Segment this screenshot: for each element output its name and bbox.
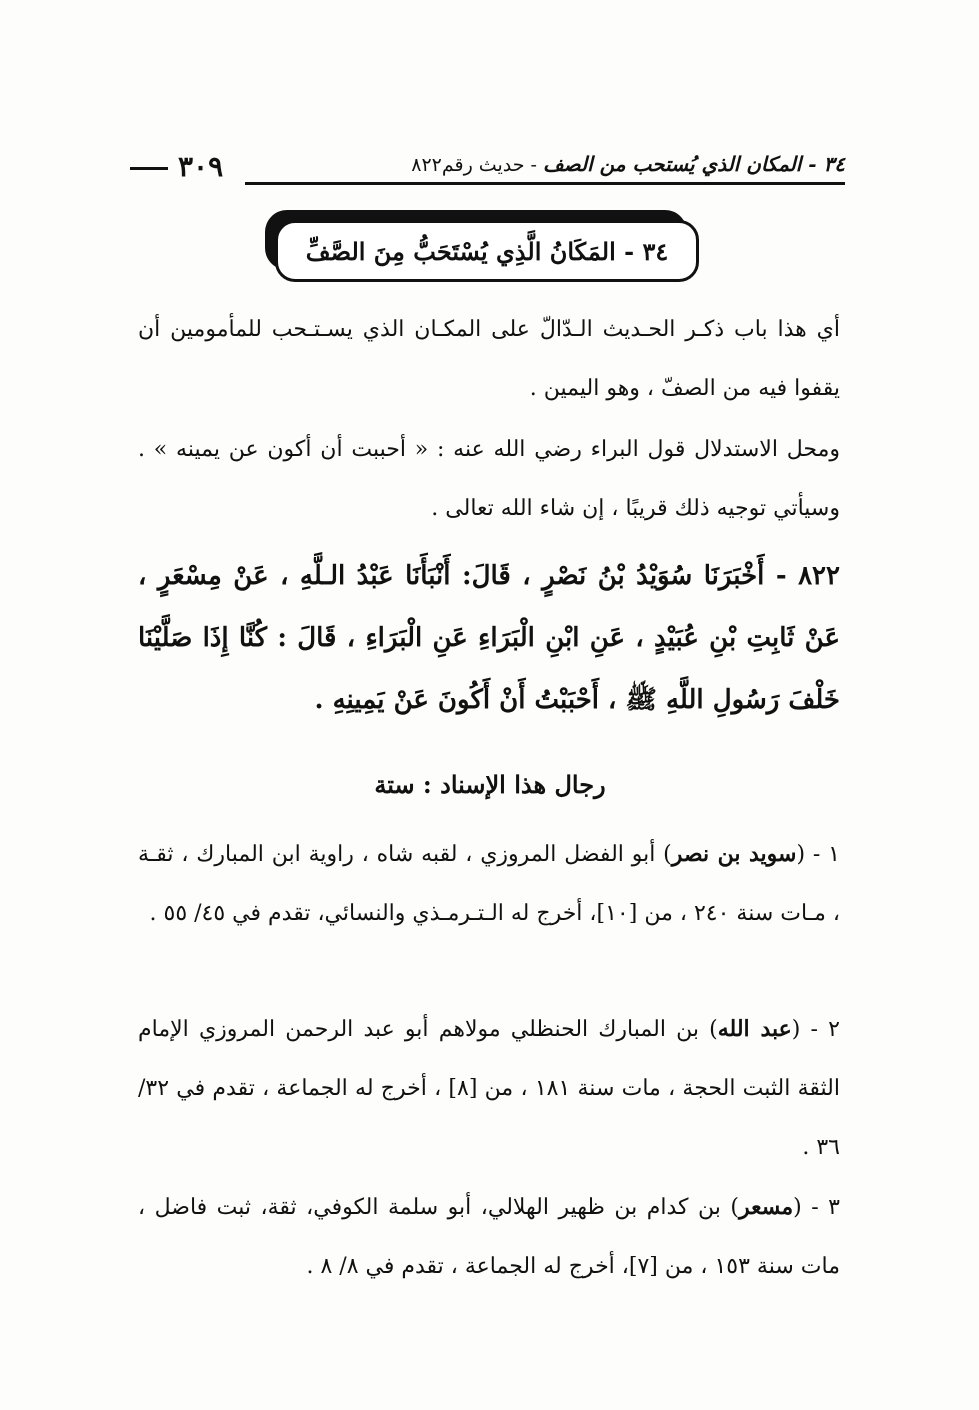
hadith-number: ٨٢٢ bbox=[798, 561, 840, 591]
header-rule bbox=[245, 182, 845, 185]
chapter-title-box bbox=[265, 210, 697, 280]
intro-paragraph-2: ومحل الاستدلال قول البراء رضي الله عنه : « أحببت أن أكون عن يمينه » . وسيأتي توجيه ذلك قريبًا ، إن شاء الله تعالى . bbox=[138, 437, 840, 521]
chapter-title: ٣٤ - المَكَانُ الَّذِي يُسْتَحَبُّ مِنَ الصَّفِّ bbox=[275, 220, 699, 282]
intro-paragraph-1: أي هذا باب ذكـر الحـديث الـدّالّ على المكـان الذي يسـتـحب للمأمومين أن يقفوا فيه من الصفّ ، وهو اليمين . bbox=[138, 317, 840, 401]
narrator-name: عبد الله bbox=[717, 1016, 792, 1042]
running-header-hadith-ref: حديث رقم٨٢٢ bbox=[411, 154, 525, 176]
hadith-text: ٨٢٢ - أَخْبَرَنَا سُوَيْدُ بْنُ نَصْرٍ ، قَالَ: أَنْبَأَنَا عَبْدُ الـلَّهِ ، عَنْ مِسْعَرٍ ، عَنْ ثَابِتِ بْنِ عُبَيْدٍ ، عَنِ ابْنِ الْبَرَاءِ عَنِ الْبَرَاءِ ، قَالَ : كُنَّا إِذَا صَلَّيْنَا خَلْفَ رَسُولِ اللَّهِ ﷺ ، أَحْبَبْتُ أَنْ أَكُونَ عَنْ يَمِينِهِ . bbox=[138, 561, 840, 715]
narrator-name: سويد بن نصر bbox=[671, 841, 797, 867]
narrator-2: ٢ - (عبد الله) بن المبارك الحنظلي مولاهم أبو عبد الرحمن المروزي الإمام الثقة الثبت الحجة ، مات سنة ١٨١ ، من [٨] ، أخرج له الجماعة ، تقدم في ٣٢/ ٣٦ . bbox=[138, 1016, 840, 1160]
running-header-chapter: ٣٤ - المكان الذي يُستحب من الصف bbox=[542, 152, 845, 176]
running-header bbox=[130, 148, 845, 188]
page-number: ٣٠٩ bbox=[130, 150, 240, 183]
narrator-3: ٣ - (مسعر) بن كدام بن ظهير الهلالي، أبو سلمة الكوفي، ثقة، ثبت فاضل ، مات سنة ١٥٣ ، من [٧]، أخرج له الجماعة ، تقدم في ٨/ ٨ . bbox=[138, 1194, 840, 1279]
narrator-1: ١ - (سويد بن نصر) أبو الفضل المروزي ، لقبه شاه ، راوية ابن المبارك ، ثقـة ، مـات سنة ٢٤٠ ، من [١٠]، أخرج له الـتـرمـذي والنسائي، تقدم في ٤٥/ ٥٥ . bbox=[138, 841, 840, 926]
section-heading: رجال هذا الإسناد : ستة bbox=[374, 770, 606, 799]
narrator-name: مسعر bbox=[738, 1194, 794, 1220]
running-header-text: ٣٤ - المكان الذي يُستحب من الصف - حديث رقم٨٢٢ bbox=[411, 152, 845, 176]
hadith-body: أَخْبَرَنَا سُوَيْدُ بْنُ نَصْرٍ ، قَالَ: أَنْبَأَنَا عَبْدُ الـلَّهِ ، عَنْ مِسْعَرٍ ، عَنْ ثَابِتِ بْنِ عُبَيْدٍ ، عَنِ ابْنِ الْبَرَاءِ عَنِ الْبَرَاءِ ، قَالَ : كُنَّا إِذَا صَلَّيْنَا خَلْفَ رَسُولِ اللَّهِ ﷺ ، أَحْبَبْتُ أَنْ أَكُونَ عَنْ يَمِينِهِ . bbox=[138, 561, 840, 715]
